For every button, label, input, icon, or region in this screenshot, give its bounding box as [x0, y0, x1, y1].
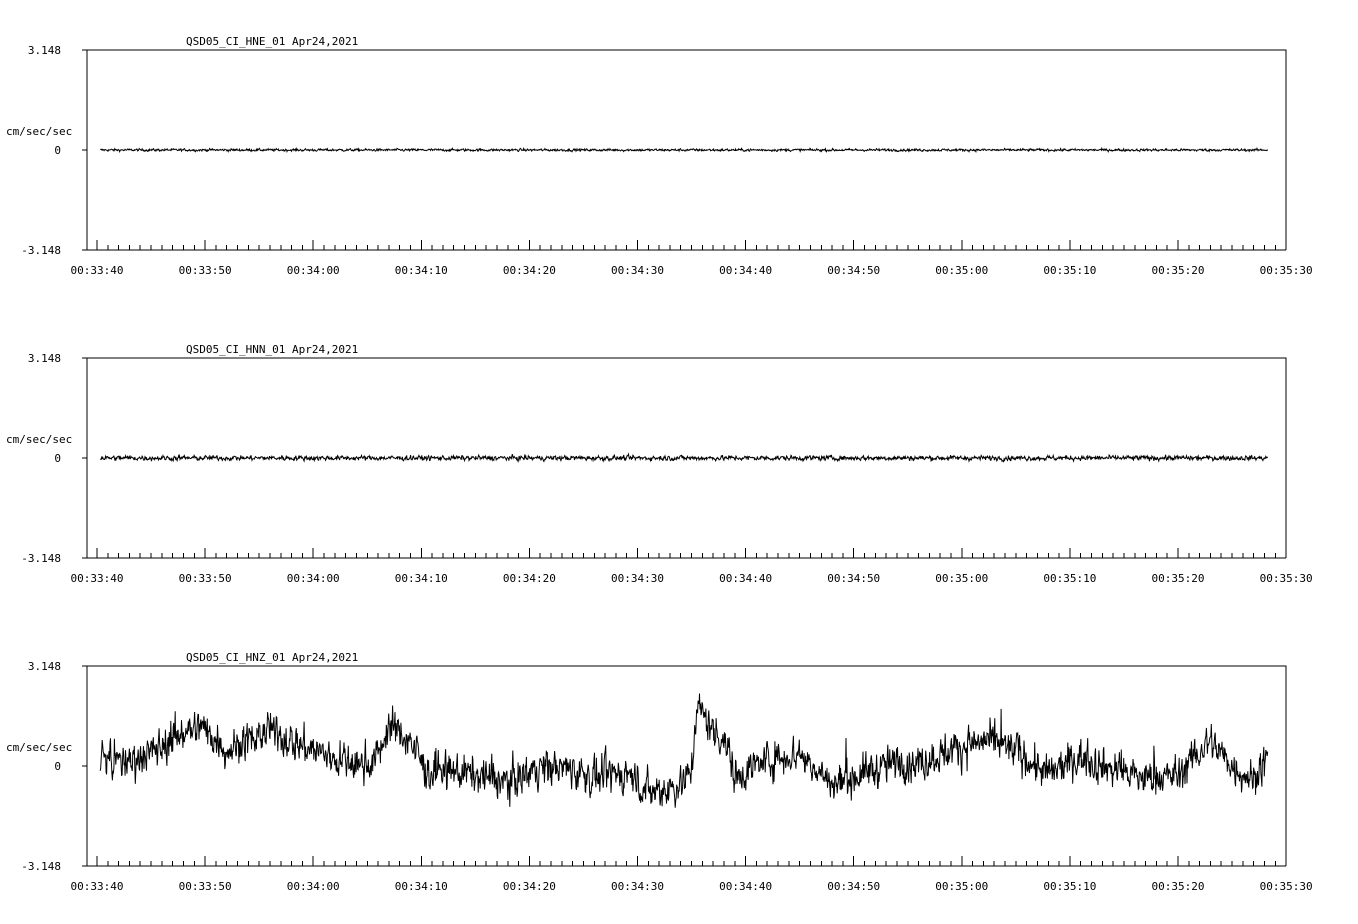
y-tick-label: 3.148	[27, 44, 61, 57]
x-tick-label: 00:35:10	[1043, 880, 1097, 893]
x-tick-label: 00:35:00	[935, 880, 989, 893]
panel-1	[6, 35, 1313, 277]
panel-3	[6, 651, 1313, 893]
x-tick-label: 00:34:40	[719, 264, 773, 277]
x-tick-label: 00:33:50	[178, 572, 232, 585]
y-tick-label: -3.148	[21, 860, 61, 873]
x-tick-label: 00:34:20	[502, 572, 556, 585]
seismic-trace	[100, 454, 1268, 461]
y-tick-label: -3.148	[21, 244, 61, 257]
x-tick-label: 00:34:20	[502, 880, 556, 893]
y-axis-label: cm/sec/sec	[6, 741, 73, 754]
x-tick-label: 00:33:40	[70, 880, 124, 893]
x-tick-label: 00:34:00	[286, 264, 340, 277]
x-tick-label: 00:34:10	[394, 880, 448, 893]
x-tick-label: 00:34:50	[827, 572, 881, 585]
seismic-trace	[100, 148, 1268, 151]
x-tick-label: 00:34:50	[827, 264, 881, 277]
x-tick-label: 00:34:50	[827, 880, 881, 893]
x-tick-label: 00:34:30	[611, 264, 664, 277]
panel-title: QSD05_CI_HNZ_01 Apr24,2021	[186, 651, 359, 664]
y-axis-label: cm/sec/sec	[6, 125, 73, 138]
x-tick-label: 00:34:40	[719, 880, 773, 893]
y-tick-label: 0	[54, 760, 61, 773]
x-tick-label: 00:35:20	[1151, 264, 1205, 277]
panel-title: QSD05_CI_HNN_01 Apr24,2021	[186, 343, 359, 356]
x-tick-label: 00:35:20	[1151, 572, 1205, 585]
x-tick-label: 00:35:10	[1043, 572, 1097, 585]
x-tick-label: 00:35:30	[1259, 264, 1313, 277]
y-tick-label: 0	[54, 144, 61, 157]
x-tick-label: 00:35:30	[1259, 880, 1313, 893]
x-tick-label: 00:33:40	[70, 264, 124, 277]
x-tick-label: 00:35:30	[1259, 572, 1313, 585]
x-tick-label: 00:34:00	[286, 572, 340, 585]
y-axis-label: cm/sec/sec	[6, 433, 73, 446]
x-tick-label: 00:35:10	[1043, 264, 1097, 277]
y-tick-label: 3.148	[27, 352, 61, 365]
x-tick-label: 00:33:50	[178, 264, 232, 277]
x-tick-label: 00:35:00	[935, 264, 989, 277]
x-tick-label: 00:34:30	[611, 880, 664, 893]
seismic-trace	[100, 694, 1268, 808]
x-tick-label: 00:34:00	[286, 880, 340, 893]
panel-2	[6, 343, 1313, 585]
x-tick-label: 00:34:10	[394, 572, 448, 585]
x-tick-label: 00:34:20	[502, 264, 556, 277]
x-tick-label: 00:33:40	[70, 572, 124, 585]
x-tick-label: 00:34:30	[611, 572, 664, 585]
y-tick-label: -3.148	[21, 552, 61, 565]
x-tick-label: 00:35:00	[935, 572, 989, 585]
y-tick-label: 0	[54, 452, 61, 465]
x-tick-label: 00:34:10	[394, 264, 448, 277]
x-tick-label: 00:34:40	[719, 572, 773, 585]
y-tick-label: 3.148	[27, 660, 61, 673]
x-tick-label: 00:35:20	[1151, 880, 1205, 893]
panel-title: QSD05_CI_HNE_01 Apr24,2021	[186, 35, 359, 48]
x-tick-label: 00:33:50	[178, 880, 232, 893]
